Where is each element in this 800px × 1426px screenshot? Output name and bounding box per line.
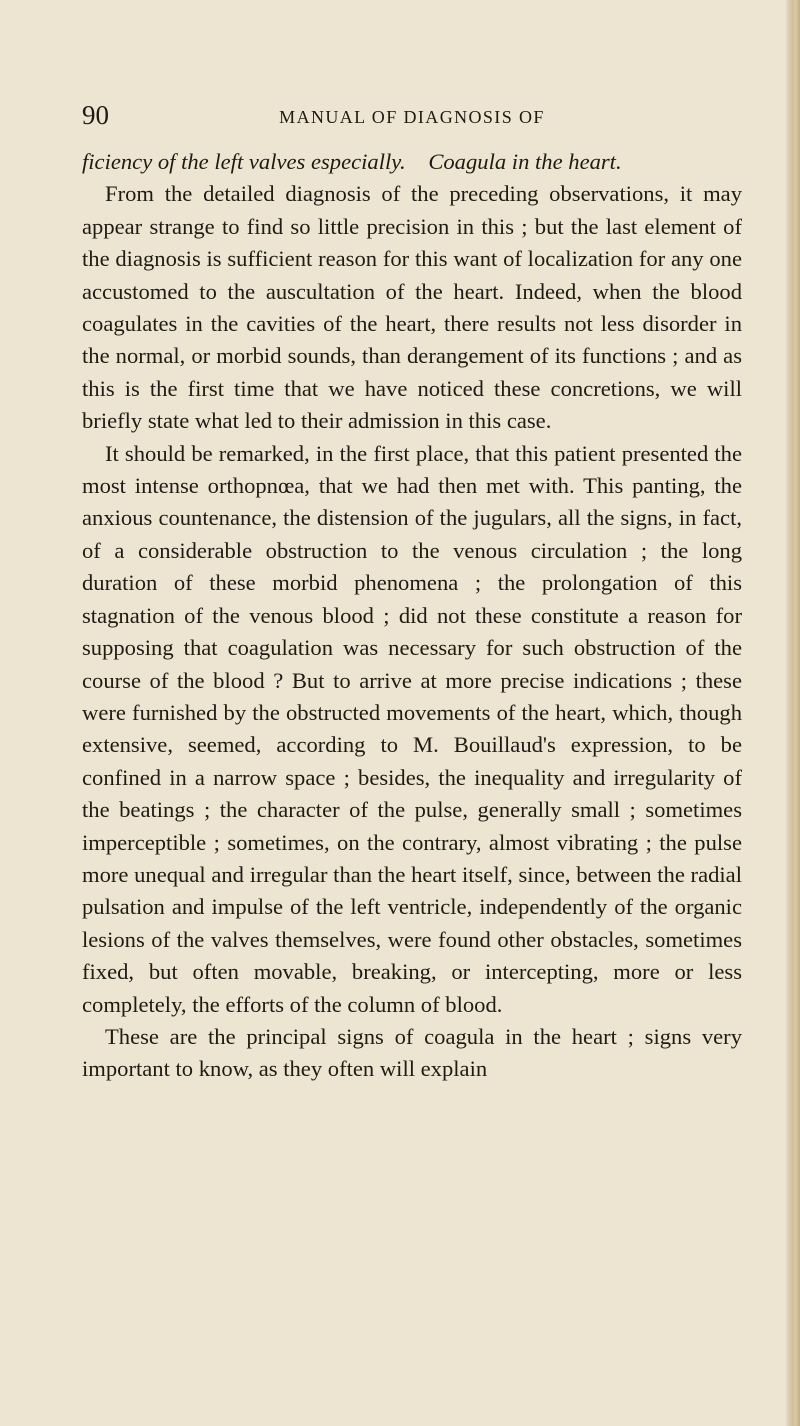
intro-italic-2: Coagula in the heart. xyxy=(428,149,622,174)
paragraph-2: It should be remarked, in the first place, that this patient presented the most intense orthopnœa, that we had then met with. This panting, the anxious countenance, the distension of the jugulars, all the signs, in fact, of a considerable obstruction to the venous circulation ; the long duration of these morbid phenomena ; the prolongation of this stagnation of the venous blood ; did not these constitute a reason for supposing that coagulation was necessary for such obstruction of the course of the blood ? But to arrive at more precise indications ; these were furnished by the obstructed movements of the heart, which, though extensive, seemed, according to M. Bouillaud's expression, to be confined in a narrow space ; besides, the inequality and irregularity of the beatings ; the character of the pulse, generally small ; sometimes imperceptible ; sometimes, on the contrary, almost vibrating ; the pulse more unequal and irregular than the heart itself, since, between the radial pulsation and impulse of the left ventricle, independently of the organic lesions of the valves themselves, were found other obstacles, sometimes fixed, but often movable, breaking, or intercepting, more or less completely, the efforts of the column of blood. xyxy=(82,440,742,1017)
running-head: MANUAL OF DIAGNOSIS OF xyxy=(279,107,545,127)
intro-line xyxy=(82,146,742,178)
paragraph-1: From the detailed diagnosis of the preceding observations, it may appear strange to find so little precision in this ; but the last element of the diagnosis is sufficient reason for this want of localization for any one accustomed to the auscultation of the heart. Indeed, when the blood coagulates in the cavities of the heart, there results not less disorder in the normal, or morbid sounds, than derangement of its functions ; and as this is the first time that we have noticed these concretions, we will briefly state what led to their admission in this case. xyxy=(82,181,742,434)
page-number: 90 xyxy=(82,100,109,130)
page-header xyxy=(82,98,742,132)
intro-italic-1: ficiency of the left valves especially. xyxy=(82,149,406,174)
page-edge xyxy=(786,0,800,1426)
paragraph-3: These are the principal signs of coagula in the heart ; signs very important to know, as they often will explain xyxy=(82,1023,742,1082)
body-text xyxy=(82,146,742,1086)
